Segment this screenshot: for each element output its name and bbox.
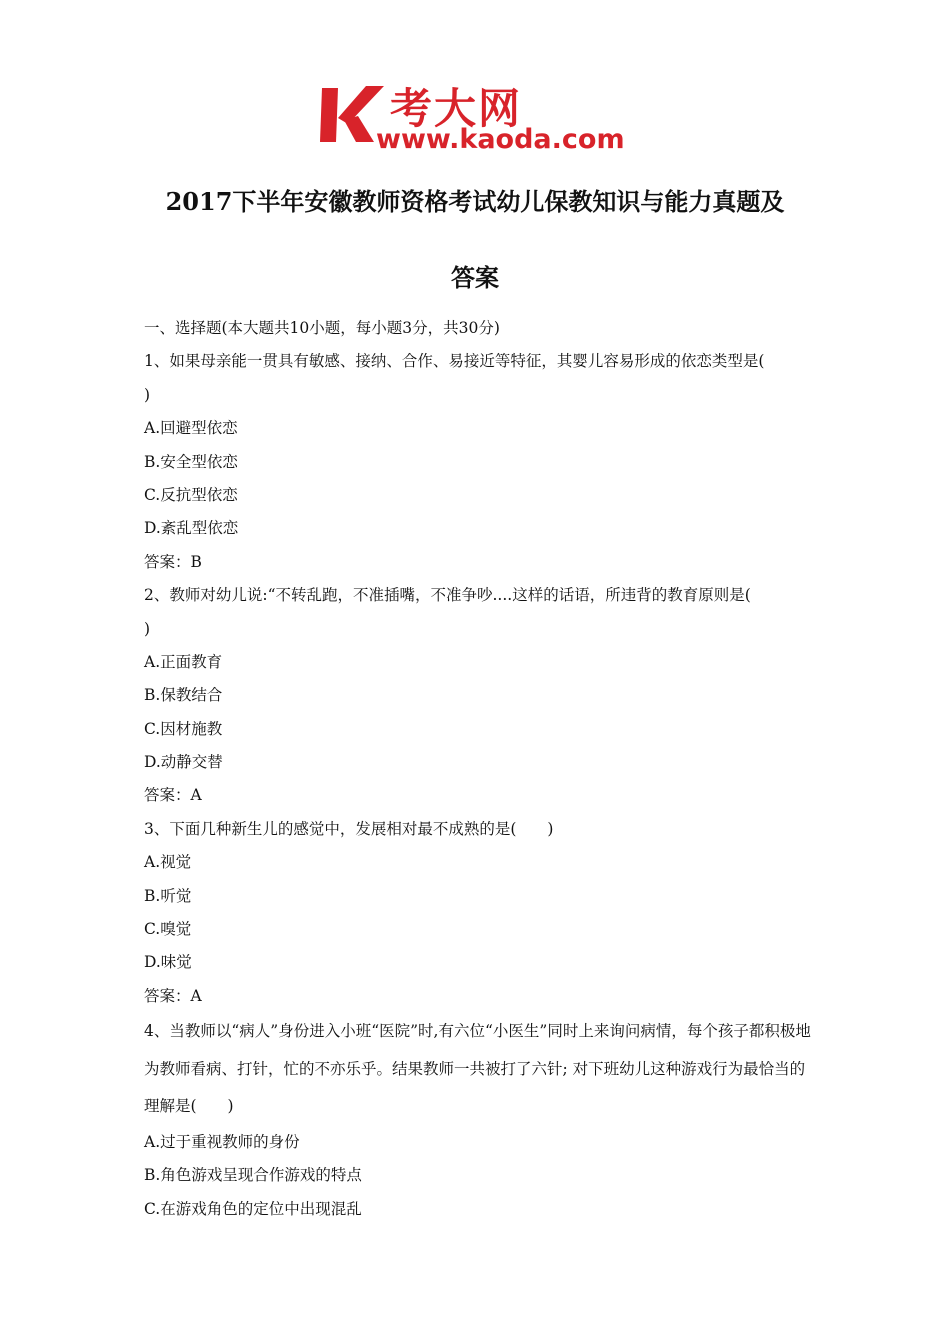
document-title-line-2: 答案	[451, 263, 499, 292]
document-body	[144, 312, 814, 1226]
option-b: B.安全型依恋	[144, 452, 238, 471]
question-text: 4、当教师以“病人”身份进入小班“医院”时,有六位“小医生”同时上来询问病情，每个孩子都积极地为教师看病、打针，忙的不亦乐乎。结果教师一共被打了六针; 对下班幼儿这种游戏行为最恰当的理解是( )	[144, 1022, 811, 1116]
document-title-line-1: 2017下半年安徽教师资格考试幼儿保教知识与能力真题及	[165, 187, 785, 216]
kaoda-logo	[318, 80, 638, 160]
option-d: D.动静交替	[144, 753, 223, 772]
option-b: B.听觉	[144, 886, 192, 905]
answer: 答案：B	[144, 552, 202, 571]
question-2	[144, 579, 814, 813]
option-c: C.在游戏角色的定位中出现混乱	[144, 1199, 362, 1218]
option-d: D.味觉	[144, 953, 192, 972]
question-text: )	[144, 619, 151, 638]
logo-url-text: www.kaoda.com	[376, 124, 625, 155]
question-1	[144, 345, 814, 579]
question-text: 1、如果母亲能一贯具有敏感、接纳、合作、易接近等特征，其婴儿容易形成的依恋类型是(	[144, 352, 765, 371]
question-text: 3、下面几种新生儿的感觉中，发展相对最不成熟的是( )	[144, 819, 554, 838]
option-a: A.正面教育	[144, 652, 223, 671]
question-3	[144, 813, 814, 1013]
logo-brand-text: 考大网	[390, 84, 523, 133]
option-a: A.视觉	[144, 853, 192, 872]
question-text: )	[144, 385, 151, 404]
option-c: C.嗅觉	[144, 920, 192, 939]
option-a: A.过于重视教师的身份	[144, 1132, 300, 1151]
answer: 答案：A	[144, 786, 202, 805]
option-d: D.紊乱型依恋	[144, 519, 239, 538]
option-a: A.回避型依恋	[144, 419, 238, 438]
answer: 答案：A	[144, 986, 202, 1005]
option-b: B.保教结合	[144, 686, 223, 705]
section-heading: 一、选择题(本大题共10小题，每小题3分，共30分)	[144, 319, 500, 337]
option-c: C.因材施教	[144, 719, 223, 738]
option-c: C.反抗型依恋	[144, 485, 238, 504]
question-4	[144, 1013, 814, 1226]
question-text: 2、教师对幼儿说:“不转乱跑，不准插嘴，不准争吵....这样的话语，所违背的教育原则是(	[144, 586, 751, 605]
option-b: B.角色游戏呈现合作游戏的特点	[144, 1166, 362, 1185]
